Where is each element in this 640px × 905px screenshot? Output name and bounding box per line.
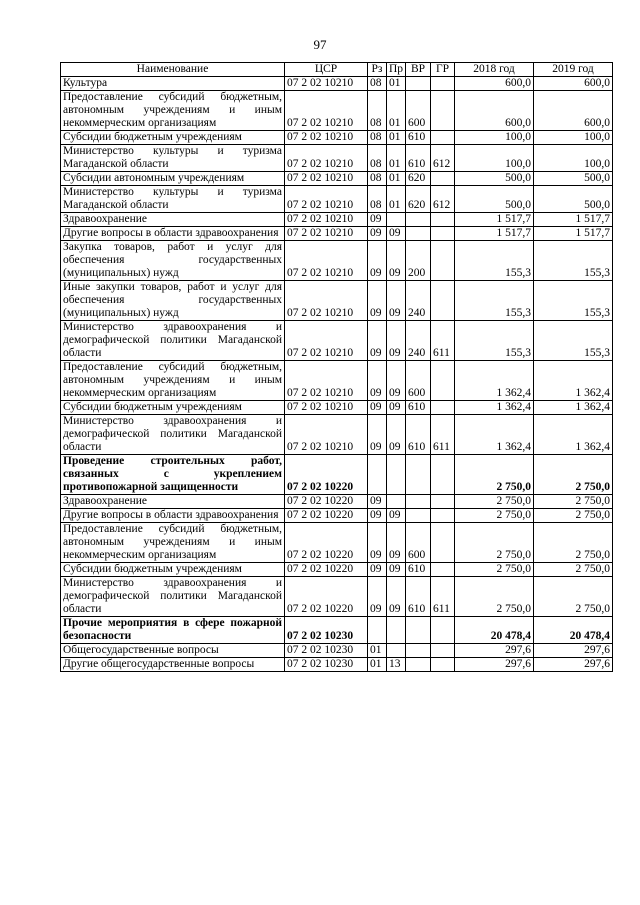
- table-row: [61, 77, 613, 91]
- table-body: [61, 77, 613, 672]
- cell-csr: 07 2 02 10210: [285, 186, 368, 213]
- header-name: Наименование: [61, 63, 285, 77]
- cell-rz: 09: [368, 281, 387, 321]
- table-row: [61, 644, 613, 658]
- cell-name: Субсидии автономным учреждениям: [61, 172, 285, 186]
- cell-pr: 09: [387, 509, 406, 523]
- cell-pr: 13: [387, 658, 406, 672]
- table-row: [61, 241, 613, 281]
- cell-csr: 07 2 02 10210: [285, 131, 368, 145]
- cell-2018: 1 362,4: [455, 401, 534, 415]
- cell-2019: 100,0: [534, 145, 613, 172]
- cell-name: Закупка товаров, работ и услуг для обеспечения государственных (муниципальных) нужд: [61, 241, 285, 281]
- cell-gr: [431, 401, 455, 415]
- cell-rz: 09: [368, 509, 387, 523]
- cell-2019: 297,6: [534, 658, 613, 672]
- table-row: [61, 455, 613, 495]
- cell-2019: 1 517,7: [534, 227, 613, 241]
- cell-2018: 2 750,0: [455, 523, 534, 563]
- cell-pr: 01: [387, 91, 406, 131]
- cell-2018: 2 750,0: [455, 495, 534, 509]
- table-row: [61, 617, 613, 644]
- cell-csr: 07 2 02 10210: [285, 227, 368, 241]
- cell-2019: 2 750,0: [534, 509, 613, 523]
- cell-vr: 610: [406, 145, 431, 172]
- cell-name: Здравоохранение: [61, 495, 285, 509]
- cell-vr: 620: [406, 172, 431, 186]
- cell-pr: 09: [387, 321, 406, 361]
- budget-table: [60, 62, 613, 672]
- cell-vr: 600: [406, 361, 431, 401]
- table-row: [61, 523, 613, 563]
- cell-rz: 09: [368, 495, 387, 509]
- table-row: [61, 281, 613, 321]
- cell-2018: 1 362,4: [455, 361, 534, 401]
- cell-gr: [431, 563, 455, 577]
- cell-2018: 297,6: [455, 658, 534, 672]
- cell-rz: 08: [368, 145, 387, 172]
- cell-vr: 600: [406, 91, 431, 131]
- cell-vr: [406, 495, 431, 509]
- cell-vr: 610: [406, 415, 431, 455]
- cell-csr: 07 2 02 10230: [285, 644, 368, 658]
- cell-2019: 100,0: [534, 131, 613, 145]
- cell-gr: [431, 509, 455, 523]
- cell-2018: 1 362,4: [455, 415, 534, 455]
- cell-rz: 09: [368, 577, 387, 617]
- cell-name: Другие вопросы в области здравоохранения: [61, 509, 285, 523]
- cell-name: Предоставление субсидий бюджетным, автономным учреждениям и иным некоммерческим организациям: [61, 361, 285, 401]
- table-row: [61, 227, 613, 241]
- cell-2019: 600,0: [534, 77, 613, 91]
- cell-2018: 155,3: [455, 241, 534, 281]
- cell-vr: [406, 658, 431, 672]
- cell-rz: 09: [368, 241, 387, 281]
- cell-rz: 08: [368, 91, 387, 131]
- table-row: [61, 658, 613, 672]
- cell-name: Министерство здравоохранения и демографической политики Магаданской области: [61, 321, 285, 361]
- cell-csr: 07 2 02 10210: [285, 77, 368, 91]
- cell-vr: 240: [406, 281, 431, 321]
- cell-csr: 07 2 02 10210: [285, 401, 368, 415]
- cell-name: Общегосударственные вопросы: [61, 644, 285, 658]
- cell-rz: 01: [368, 644, 387, 658]
- cell-rz: 09: [368, 401, 387, 415]
- cell-2019: 155,3: [534, 281, 613, 321]
- cell-2019: 2 750,0: [534, 523, 613, 563]
- cell-csr: 07 2 02 10210: [285, 241, 368, 281]
- header-pr: Пр: [387, 63, 406, 77]
- cell-gr: [431, 241, 455, 281]
- cell-rz: 09: [368, 321, 387, 361]
- cell-gr: 611: [431, 577, 455, 617]
- cell-name: Другие вопросы в области здравоохранения: [61, 227, 285, 241]
- cell-gr: 611: [431, 321, 455, 361]
- cell-2018: 600,0: [455, 91, 534, 131]
- cell-2019: 1 362,4: [534, 401, 613, 415]
- table-row: [61, 131, 613, 145]
- table-row: [61, 172, 613, 186]
- cell-name: Предоставление субсидий бюджетным, автономным учреждениям и иным некоммерческим организациям: [61, 91, 285, 131]
- cell-csr: 07 2 02 10230: [285, 658, 368, 672]
- cell-rz: 09: [368, 213, 387, 227]
- cell-rz: 08: [368, 186, 387, 213]
- cell-gr: [431, 455, 455, 495]
- cell-csr: 07 2 02 10220: [285, 455, 368, 495]
- cell-name: Субсидии бюджетным учреждениям: [61, 563, 285, 577]
- cell-pr: [387, 213, 406, 227]
- cell-2018: 500,0: [455, 186, 534, 213]
- cell-gr: 611: [431, 415, 455, 455]
- cell-name: Культура: [61, 77, 285, 91]
- cell-name: Субсидии бюджетным учреждениям: [61, 131, 285, 145]
- cell-vr: 620: [406, 186, 431, 213]
- cell-name: Проведение строительных работ, связанных с укреплением противопожарной защищенности: [61, 455, 285, 495]
- cell-gr: [431, 617, 455, 644]
- cell-csr: 07 2 02 10210: [285, 145, 368, 172]
- cell-gr: [431, 281, 455, 321]
- cell-2018: 155,3: [455, 281, 534, 321]
- cell-2019: 2 750,0: [534, 577, 613, 617]
- cell-pr: 01: [387, 77, 406, 91]
- cell-rz: [368, 617, 387, 644]
- cell-2018: 1 517,7: [455, 213, 534, 227]
- cell-gr: [431, 227, 455, 241]
- cell-pr: 09: [387, 523, 406, 563]
- cell-2018: 500,0: [455, 172, 534, 186]
- table-row: [61, 213, 613, 227]
- cell-csr: 07 2 02 10210: [285, 91, 368, 131]
- header-rz: Рз: [368, 63, 387, 77]
- cell-vr: [406, 455, 431, 495]
- cell-pr: 01: [387, 145, 406, 172]
- cell-2018: 100,0: [455, 145, 534, 172]
- cell-csr: 07 2 02 10220: [285, 577, 368, 617]
- cell-name: Прочие мероприятия в сфере пожарной безопасности: [61, 617, 285, 644]
- table-row: [61, 495, 613, 509]
- cell-csr: 07 2 02 10230: [285, 617, 368, 644]
- cell-2019: 297,6: [534, 644, 613, 658]
- cell-pr: 01: [387, 186, 406, 213]
- cell-pr: 09: [387, 577, 406, 617]
- cell-csr: 07 2 02 10210: [285, 281, 368, 321]
- cell-rz: 09: [368, 523, 387, 563]
- cell-name: Предоставление субсидий бюджетным, автономным учреждениям и иным некоммерческим организациям: [61, 523, 285, 563]
- cell-csr: 07 2 02 10220: [285, 509, 368, 523]
- cell-rz: 08: [368, 172, 387, 186]
- cell-vr: [406, 213, 431, 227]
- cell-2018: 20 478,4: [455, 617, 534, 644]
- cell-csr: 07 2 02 10220: [285, 495, 368, 509]
- cell-name: Министерство культуры и туризма Магаданской области: [61, 145, 285, 172]
- page-number: 97: [313, 37, 327, 52]
- cell-pr: 09: [387, 415, 406, 455]
- table-row: [61, 401, 613, 415]
- cell-2019: 1 517,7: [534, 213, 613, 227]
- header-2018: 2018 год: [455, 63, 534, 77]
- cell-2019: 2 750,0: [534, 563, 613, 577]
- cell-rz: 09: [368, 361, 387, 401]
- cell-gr: [431, 644, 455, 658]
- cell-vr: [406, 509, 431, 523]
- header-2019: 2019 год: [534, 63, 613, 77]
- cell-csr: 07 2 02 10220: [285, 523, 368, 563]
- cell-vr: [406, 77, 431, 91]
- header-gr: ГР: [431, 63, 455, 77]
- cell-vr: 610: [406, 401, 431, 415]
- cell-pr: 09: [387, 227, 406, 241]
- cell-gr: [431, 77, 455, 91]
- cell-pr: 01: [387, 172, 406, 186]
- table-row: [61, 321, 613, 361]
- cell-pr: [387, 455, 406, 495]
- cell-2018: 297,6: [455, 644, 534, 658]
- cell-pr: 09: [387, 241, 406, 281]
- table-row: [61, 577, 613, 617]
- cell-gr: [431, 658, 455, 672]
- cell-2018: 155,3: [455, 321, 534, 361]
- cell-csr: 07 2 02 10220: [285, 563, 368, 577]
- header-csr: ЦСР: [285, 63, 368, 77]
- cell-pr: 09: [387, 361, 406, 401]
- cell-gr: 612: [431, 145, 455, 172]
- cell-2019: 155,3: [534, 321, 613, 361]
- table-row: [61, 415, 613, 455]
- cell-2019: 20 478,4: [534, 617, 613, 644]
- cell-2019: 1 362,4: [534, 415, 613, 455]
- cell-name: Субсидии бюджетным учреждениям: [61, 401, 285, 415]
- cell-vr: [406, 644, 431, 658]
- cell-gr: [431, 172, 455, 186]
- cell-gr: [431, 523, 455, 563]
- cell-name: Министерство культуры и туризма Магаданской области: [61, 186, 285, 213]
- cell-2019: 1 362,4: [534, 361, 613, 401]
- cell-gr: [431, 131, 455, 145]
- table-row: [61, 509, 613, 523]
- cell-name: Здравоохранение: [61, 213, 285, 227]
- cell-2018: 2 750,0: [455, 563, 534, 577]
- header-vr: ВР: [406, 63, 431, 77]
- cell-csr: 07 2 02 10210: [285, 321, 368, 361]
- table-row: [61, 361, 613, 401]
- cell-rz: 01: [368, 658, 387, 672]
- cell-gr: [431, 91, 455, 131]
- cell-vr: 240: [406, 321, 431, 361]
- cell-2019: 2 750,0: [534, 455, 613, 495]
- cell-pr: [387, 644, 406, 658]
- cell-2018: 2 750,0: [455, 577, 534, 617]
- cell-csr: 07 2 02 10210: [285, 361, 368, 401]
- cell-vr: [406, 617, 431, 644]
- cell-2019: 2 750,0: [534, 495, 613, 509]
- cell-2019: 500,0: [534, 172, 613, 186]
- cell-rz: 09: [368, 415, 387, 455]
- cell-2018: 2 750,0: [455, 509, 534, 523]
- cell-rz: 08: [368, 77, 387, 91]
- cell-name: Министерство здравоохранения и демографической политики Магаданской области: [61, 415, 285, 455]
- table-row: [61, 91, 613, 131]
- table-header-row: [61, 63, 613, 77]
- cell-pr: 01: [387, 131, 406, 145]
- cell-pr: 09: [387, 401, 406, 415]
- cell-gr: [431, 213, 455, 227]
- cell-gr: [431, 361, 455, 401]
- table-row: [61, 563, 613, 577]
- table-row: [61, 145, 613, 172]
- cell-csr: 07 2 02 10210: [285, 172, 368, 186]
- cell-rz: 08: [368, 131, 387, 145]
- cell-csr: 07 2 02 10210: [285, 213, 368, 227]
- cell-rz: 09: [368, 227, 387, 241]
- cell-vr: 200: [406, 241, 431, 281]
- cell-rz: 09: [368, 563, 387, 577]
- cell-gr: [431, 495, 455, 509]
- cell-vr: 610: [406, 577, 431, 617]
- table-row: [61, 186, 613, 213]
- cell-name: Министерство здравоохранения и демографической политики Магаданской области: [61, 577, 285, 617]
- cell-vr: 610: [406, 131, 431, 145]
- cell-pr: [387, 617, 406, 644]
- cell-vr: 600: [406, 523, 431, 563]
- cell-2018: 1 517,7: [455, 227, 534, 241]
- cell-gr: 612: [431, 186, 455, 213]
- cell-pr: [387, 495, 406, 509]
- cell-2019: 155,3: [534, 241, 613, 281]
- cell-rz: [368, 455, 387, 495]
- cell-name: Другие общегосударственные вопросы: [61, 658, 285, 672]
- cell-vr: [406, 227, 431, 241]
- cell-name: Иные закупки товаров, работ и услуг для обеспечения государственных (муниципальных) нужд: [61, 281, 285, 321]
- cell-vr: 610: [406, 563, 431, 577]
- cell-2019: 600,0: [534, 91, 613, 131]
- cell-pr: 09: [387, 281, 406, 321]
- cell-csr: 07 2 02 10210: [285, 415, 368, 455]
- cell-2018: 2 750,0: [455, 455, 534, 495]
- cell-2018: 600,0: [455, 77, 534, 91]
- cell-pr: 09: [387, 563, 406, 577]
- cell-2018: 100,0: [455, 131, 534, 145]
- cell-2019: 500,0: [534, 186, 613, 213]
